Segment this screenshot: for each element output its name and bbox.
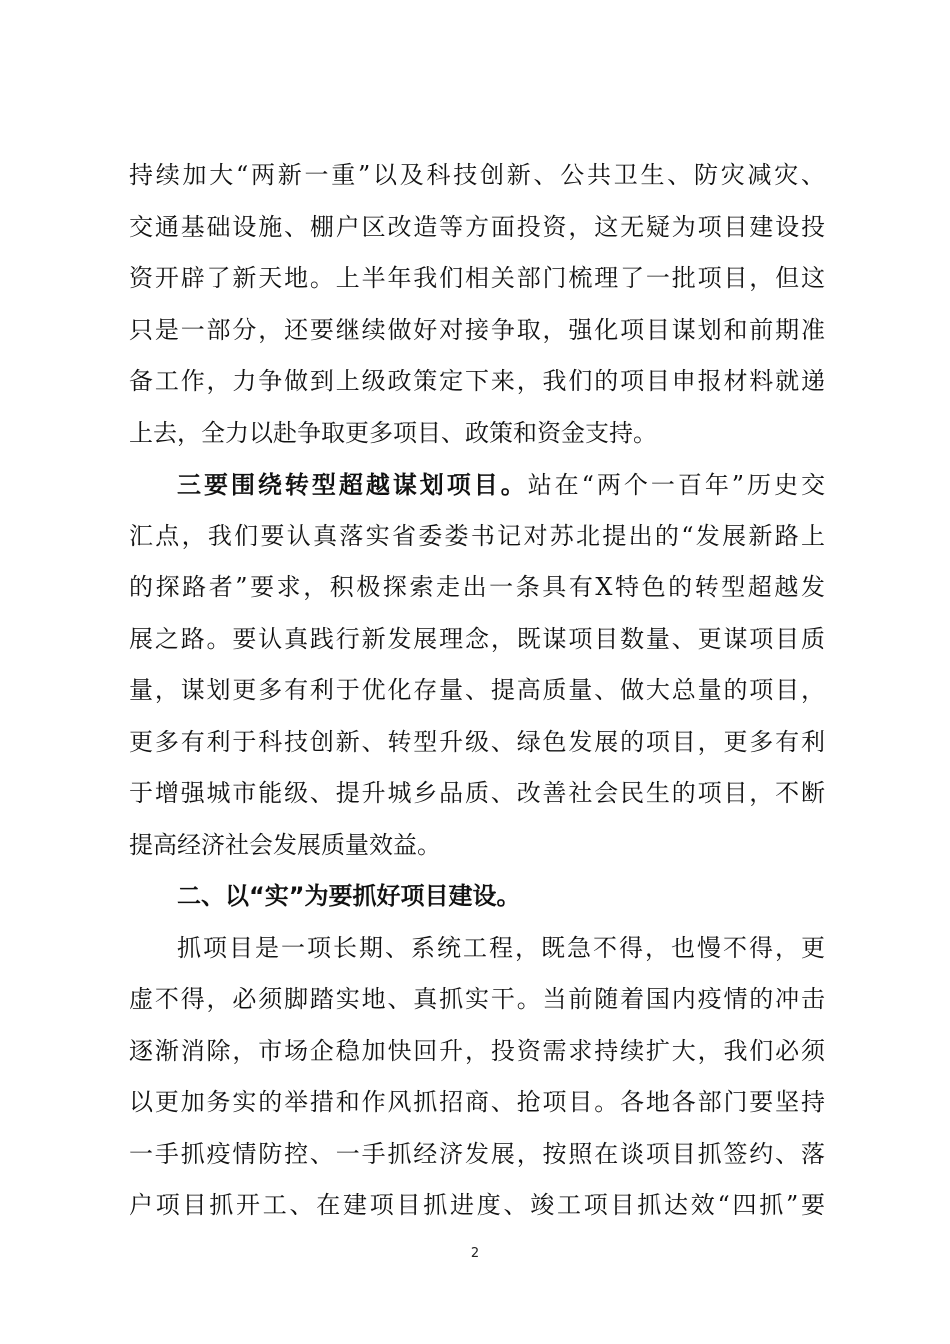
text-line: 交通基础设施、棚户区改造等方面投资，这无疑为项目建设投 <box>129 212 825 241</box>
text-line: 以更加务实的举措和作风抓招商、抢项目。各地各部门要坚持 <box>129 1088 825 1116</box>
text-line: 逐渐消除，市场企稳加快回升，投资需求持续扩大，我们必须 <box>129 1036 825 1065</box>
page-number: 2 <box>470 1246 480 1261</box>
text-line: 户项目抓开工、在建项目抓进度、竣工项目抓达效“四抓”要 <box>129 1191 825 1219</box>
text-line: 汇点，我们要认真落实省委娄书记对苏北提出的“发展新路上 <box>129 521 825 550</box>
paragraph-first-line <box>129 459 825 511</box>
text-line: 的探路者”要求，积极探索走出一条具有X特色的转型超越发 <box>129 573 825 601</box>
paragraph-first-line: 抓项目是一项长期、系统工程，既急不得，也慢不得，更 <box>177 933 825 962</box>
text-line: 上去，全力以赴争取更多项目、政策和资金支持。 <box>129 418 657 447</box>
text-line: 量，谋划更多有利于优化存量、提高质量、做大总量的项目， <box>129 676 825 704</box>
text-line: 只是一部分，还要继续做好对接争取，强化项目谋划和前期准 <box>129 315 825 344</box>
text-line: 备工作，力争做到上级政策定下来，我们的项目申报材料就递 <box>129 367 825 395</box>
text-line: 更多有利于科技创新、转型升级、绿色发展的项目，更多有利 <box>129 727 825 756</box>
text-line: 于增强城市能级、提升城乡品质、改善社会民生的项目，不断 <box>129 779 825 807</box>
text-line: 展之路。要认真践行新发展理念，既谋项目数量、更谋项目质 <box>129 624 825 653</box>
section-heading: 二、以“实”为要抓好项目建设。 <box>177 882 521 910</box>
document-body <box>129 150 825 1232</box>
text-line: 持续加大“两新一重”以及科技创新、公共卫生、防灾减灾、 <box>129 161 825 189</box>
text-line: 虚不得，必须脚踏实地、真抓实干。当前随着国内疫情的冲击 <box>129 985 825 1013</box>
text-line: 提高经济社会发展质量效益。 <box>129 830 441 859</box>
paragraph-lead: 三要围绕转型超越谋划项目。 <box>177 470 528 499</box>
text-line: 一手抓疫情防控、一手抓经济发展，按照在谈项目抓签约、落 <box>129 1139 825 1168</box>
text-line: 资开辟了新天地。上半年我们相关部门梳理了一批项目，但这 <box>129 264 825 292</box>
text-span: 站在“两个一百年”历史交 <box>527 471 825 499</box>
